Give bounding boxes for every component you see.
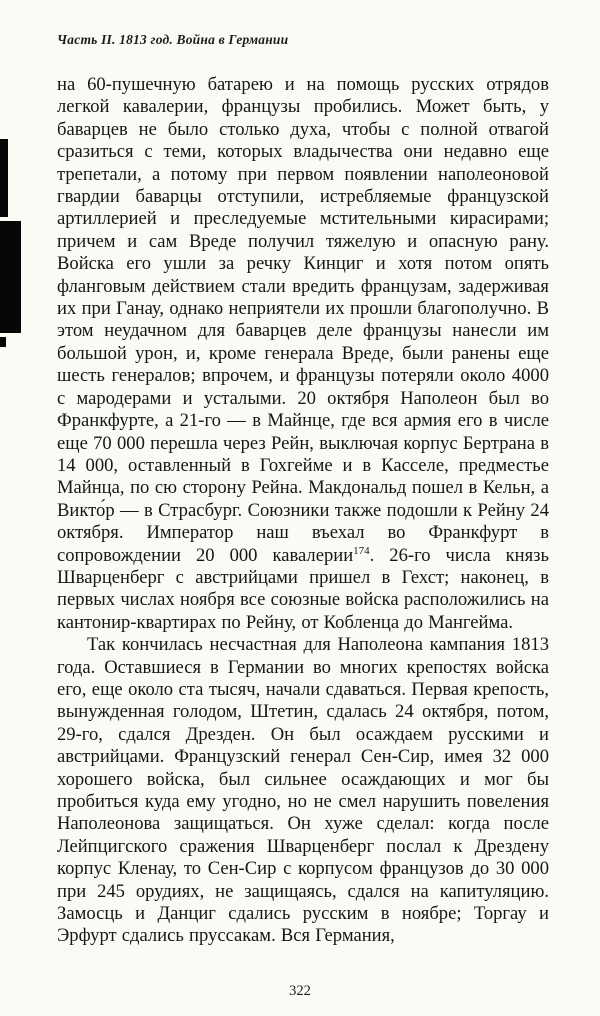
paragraph-text: на 60-пушечную батарею и на помощь русских отрядов легкой кавалерии, французы пробились. Может быть, у баварцев не было столько духа, чтобы с полной отвагой сразиться с теми, которых владычества они недавно еще трепетали, а потому при первом появлении наполеоновой гвардии баварцы отступили, истребляемые французской артиллерией и преследуемые мстительными кирасирами; причем и сам Вреде получил тяжелую и опасную рану. Войска его ушли за речку Кинциг и хотя потом опять фланговым действием стали вредить французам, задерживая их при Ганау, однако неприятели их прошли благополучно. В этом неудачном для баварцев деле французы нанесли им большой урон, и, кроме генерала Вреде, были ранены еще шесть генералов; впрочем, и французы потеряли около 4000 с мародерами и усталыми. 20 октября Наполеон был во Франкфурте, а 21-го — в Майнце, где вся армия его в числе еще 70 000 перешла через Рейн, выключая корпус Бертрана в 14 000, оставленный в Гохгейме и в Касселе, предместье Майнца, по сю сторону Рейна. Макдональд пошел в Кельн, а Викто́р — в Страсбург. Союзники также подошли к Рейну 24 октября. Император наш въехал во Франкфурт в сопровождении 20 000 кавалерии — [57, 74, 549, 566]
paragraph-text: . 26-го числа князь Шварценберг с австрийцами пришел в Гехст; наконец, в первых числах ноября все союзные войска расположились на кантонир-квартирах по Рейну, от Кобленца до Мангейма. — [57, 544, 549, 633]
running-header: Часть II. 1813 год. Война в Германии — [57, 32, 289, 47]
footnote-reference: 174 — [353, 544, 370, 557]
scan-artifact — [0, 139, 8, 217]
page-body — [57, 74, 549, 948]
paragraph — [57, 634, 549, 948]
page-number: 322 — [289, 983, 311, 999]
scan-artifact — [0, 337, 6, 347]
paragraph — [57, 74, 549, 634]
paragraph-text: Так кончилась несчастная для Наполеона кампания 1813 года. Оставшиеся в Германии во многих крепостях войска его, еще около ста тысяч, начали сдаваться. Первая крепость, вынужденная голодом, Штетин, сдалась 24 октября, потом, 29-го, сдался Дрезден. Он был осаждаем русскими и австрийцами. Французский генерал Сен-Сир, имея 32 000 хорошего войска, был сильнее осаждающих и мог бы пробиться куда ему угодно, но не смел нарушить повеления Наполеонова защищаться. Он хуже сделал: когда после Лейпцигского сражения Шварценберг послал к Дрездену корпус Кленау, то Сен-Сир с корпусом французов до 30 000 при 245 орудиях, не защищаясь, сдался на капитуляцию. Замосць и Данциг сдались русским в ноябре; Торгау и Эрфурт сдались пруссакам. Вся Германия, — [57, 634, 549, 947]
scan-artifact — [0, 221, 21, 333]
